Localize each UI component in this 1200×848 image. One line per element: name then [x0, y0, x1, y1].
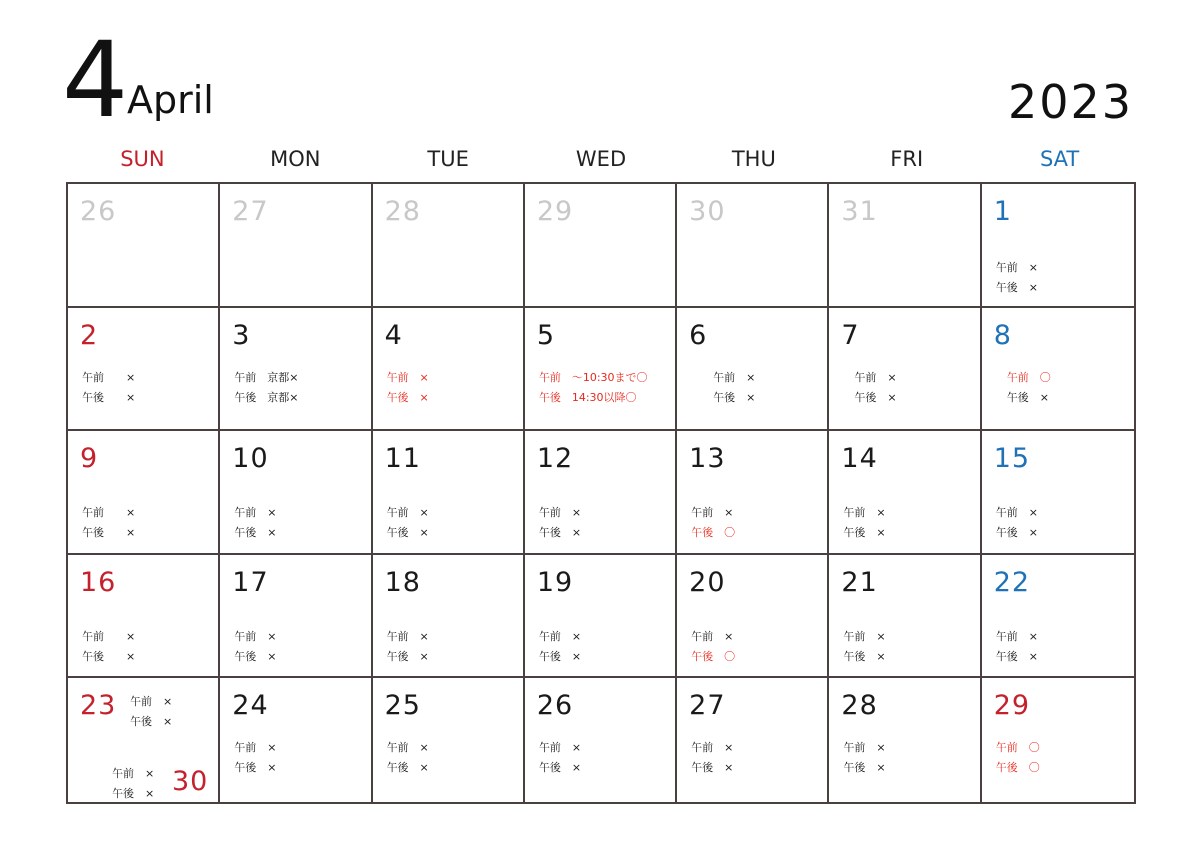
schedule-note: [691, 738, 733, 778]
day-number: 9: [80, 443, 99, 475]
day-number: 13: [689, 443, 726, 475]
morning-status: 午前 ×: [234, 741, 277, 755]
afternoon-status: 午後 〇: [995, 761, 1040, 775]
day-number: 4: [384, 319, 403, 351]
day-number: 23: [80, 690, 117, 722]
morning-status: 午前 ×: [82, 506, 136, 520]
morning-status: 午前 ×: [386, 741, 429, 755]
morning-status: 午前 ×: [386, 629, 429, 643]
schedule-note: [387, 503, 429, 543]
morning-status: 午前 ×: [386, 370, 429, 384]
afternoon-status: 午後 ×: [843, 761, 886, 775]
morning-status: 午前 ～10:30まで〇: [538, 370, 648, 384]
day-number: 26: [80, 196, 117, 227]
afternoon-status: 午後 ×: [995, 390, 1049, 404]
schedule-note: [843, 738, 885, 778]
day-number: 11: [384, 443, 421, 475]
day-cell-26[interactable]: [525, 678, 677, 802]
morning-status: 午前 ×: [995, 261, 1038, 274]
schedule-note: [234, 627, 276, 667]
morning-status: 午前 ×: [538, 629, 582, 643]
calendar-grid: [66, 182, 1136, 804]
afternoon-status: 午後 ×: [995, 649, 1038, 663]
schedule-note: [691, 503, 735, 543]
afternoon-status: 午後 〇: [691, 649, 736, 663]
afternoon-status: 午後 ×: [538, 526, 582, 540]
schedule-note: [82, 368, 135, 408]
afternoon-status: 午後 ×: [691, 761, 734, 775]
afternoon-status: 午後 ×: [234, 526, 277, 540]
afternoon-status: 午後 ×: [843, 390, 897, 404]
afternoon-status: 午後 ×: [538, 761, 582, 775]
day-cell-1[interactable]: [982, 184, 1134, 308]
afternoon-status: 午後 ×: [691, 390, 756, 404]
afternoon-status: 午後 ×: [995, 281, 1038, 294]
afternoon-status: 午後 京都×: [234, 390, 299, 404]
afternoon-status: 午後 ×: [386, 526, 429, 540]
day-number-30: 30: [172, 766, 209, 798]
day-cell-9[interactable]: [68, 431, 220, 555]
day-cell-27[interactable]: [677, 678, 829, 802]
morning-status: 午前 ×: [538, 741, 582, 755]
morning-status: 午前 〇: [995, 370, 1051, 384]
schedule-note: [112, 764, 154, 802]
day-number: 17: [232, 566, 269, 598]
day-number: 28: [841, 690, 878, 722]
day-cell-6[interactable]: [677, 308, 829, 432]
morning-status: 午前 ×: [691, 629, 734, 643]
morning-status: 午前 ×: [112, 767, 155, 781]
day-cell-28[interactable]: [829, 678, 981, 802]
day-number: 25: [384, 690, 421, 722]
morning-status: 午前 ×: [995, 506, 1038, 520]
schedule-note: [539, 503, 581, 543]
day-cell-20[interactable]: [677, 555, 829, 679]
day-cell-19[interactable]: [525, 555, 677, 679]
morning-status: 午前 ×: [82, 370, 136, 384]
schedule-note: [996, 258, 1038, 298]
morning-status: 午前 京都×: [234, 370, 299, 384]
day-cell-3[interactable]: [220, 308, 372, 432]
afternoon-status: 午後 ×: [538, 649, 582, 663]
day-cell-prev-28[interactable]: [373, 184, 525, 308]
weekday-wed: WED: [575, 147, 627, 171]
day-number: 18: [384, 566, 421, 598]
schedule-note: [387, 368, 429, 408]
schedule-note: [996, 503, 1038, 543]
day-number: 3: [232, 319, 251, 351]
weekday-mon: MON: [270, 147, 321, 171]
afternoon-status: 午後 ×: [386, 761, 429, 775]
day-cell-12[interactable]: [525, 431, 677, 555]
month-number: 4: [62, 19, 129, 141]
day-number: 15: [993, 443, 1031, 475]
day-cell-prev-27[interactable]: [220, 184, 372, 308]
afternoon-status: 午後 〇: [691, 526, 736, 540]
weekday-sun: SUN: [120, 147, 165, 171]
day-cell-23[interactable]: [68, 678, 220, 802]
afternoon-status: 午後 ×: [82, 649, 136, 663]
afternoon-status: 午後 ×: [112, 787, 155, 801]
day-number: 5: [536, 319, 556, 351]
day-cell-22[interactable]: [982, 555, 1134, 679]
schedule-note: [843, 627, 885, 667]
day-cell-prev-31[interactable]: [829, 184, 981, 308]
day-number: 29: [993, 690, 1031, 722]
schedule-note: [234, 503, 276, 543]
day-cell-29[interactable]: [982, 678, 1134, 802]
day-number: 24: [232, 690, 269, 722]
day-number: 16: [80, 566, 117, 598]
morning-status: 午前 〇: [995, 741, 1040, 755]
morning-status: 午前 ×: [386, 506, 429, 520]
day-number: 29: [536, 196, 574, 227]
day-number: 8: [993, 319, 1012, 351]
day-number: 1: [993, 196, 1012, 227]
afternoon-status: 午後 14:30以降〇: [538, 390, 637, 404]
day-cell-14[interactable]: [829, 431, 981, 555]
day-number: 7: [841, 319, 860, 351]
day-cell-5[interactable]: [525, 308, 677, 432]
day-number: 2: [80, 319, 99, 351]
day-number: 26: [536, 690, 574, 722]
morning-status: 午前 ×: [691, 741, 734, 755]
afternoon-status: 午後 ×: [130, 715, 173, 729]
morning-status: 午前 ×: [843, 629, 886, 643]
day-cell-4[interactable]: [373, 308, 525, 432]
morning-status: 午前 ×: [130, 695, 173, 709]
day-cell-16[interactable]: [68, 555, 220, 679]
morning-status: 午前 ×: [82, 629, 136, 643]
year: 2023: [1008, 75, 1134, 129]
afternoon-status: 午後 ×: [82, 390, 136, 404]
day-number: 20: [689, 566, 726, 598]
schedule-note: [691, 627, 735, 667]
day-cell-2[interactable]: [68, 308, 220, 432]
morning-status: 午前 ×: [234, 629, 277, 643]
day-cell-25[interactable]: [373, 678, 525, 802]
schedule-note: [843, 503, 885, 543]
schedule-note: [996, 368, 1051, 408]
schedule-note: [539, 738, 581, 778]
day-number: 27: [689, 690, 726, 722]
day-cell-17[interactable]: [220, 555, 372, 679]
schedule-note: [539, 368, 648, 408]
day-cell-8[interactable]: [982, 308, 1134, 432]
morning-status: 午前 ×: [691, 506, 734, 520]
schedule-note: [539, 627, 581, 667]
afternoon-status: 午後 ×: [386, 649, 429, 663]
month-name: April: [127, 78, 214, 122]
schedule-note: [691, 368, 755, 408]
morning-status: 午前 ×: [691, 370, 756, 384]
day-number: 30: [689, 196, 726, 227]
weekday-tue: TUE: [427, 147, 469, 171]
day-cell-24[interactable]: [220, 678, 372, 802]
schedule-note: [996, 738, 1040, 778]
day-cell-prev-26[interactable]: [68, 184, 220, 308]
day-number: 19: [536, 566, 574, 598]
afternoon-status: 午後 ×: [843, 526, 886, 540]
day-number: 21: [841, 566, 878, 598]
schedule-note: [234, 368, 298, 408]
day-cell-15[interactable]: [982, 431, 1134, 555]
schedule-note: [130, 692, 172, 732]
schedule-note: [82, 627, 135, 667]
schedule-note: [843, 368, 896, 408]
day-cell-11[interactable]: [373, 431, 525, 555]
morning-status: 午前 ×: [995, 629, 1038, 643]
day-number: 14: [841, 443, 878, 475]
weekday-fri: FRI: [890, 147, 924, 171]
schedule-note: [996, 627, 1038, 667]
afternoon-status: 午後 ×: [386, 390, 429, 404]
schedule-note: [234, 738, 276, 778]
day-cell-7[interactable]: [829, 308, 981, 432]
schedule-note: [387, 627, 429, 667]
day-number: 27: [232, 196, 269, 227]
afternoon-status: 午後 ×: [234, 761, 277, 775]
day-number: 12: [536, 443, 574, 475]
morning-status: 午前 ×: [234, 506, 277, 520]
day-number: 10: [232, 443, 269, 475]
day-cell-prev-29[interactable]: [525, 184, 677, 308]
day-number: 22: [993, 566, 1031, 598]
morning-status: 午前 ×: [538, 506, 582, 520]
day-cell-13[interactable]: [677, 431, 829, 555]
afternoon-status: 午後 ×: [82, 526, 136, 540]
afternoon-status: 午後 ×: [843, 649, 886, 663]
weekday-thu: THU: [731, 147, 776, 171]
day-cell-21[interactable]: [829, 555, 981, 679]
afternoon-status: 午後 ×: [234, 649, 277, 663]
day-cell-10[interactable]: [220, 431, 372, 555]
morning-status: 午前 ×: [843, 370, 897, 384]
weekday-sat: SAT: [1039, 147, 1080, 171]
morning-status: 午前 ×: [843, 506, 886, 520]
day-number: 31: [841, 196, 878, 227]
day-cell-prev-30[interactable]: [677, 184, 829, 308]
afternoon-status: 午後 ×: [995, 526, 1038, 540]
schedule-note: [82, 503, 135, 543]
day-cell-18[interactable]: [373, 555, 525, 679]
day-number: 28: [384, 196, 421, 227]
weekday-header-row: [66, 142, 1136, 176]
morning-status: 午前 ×: [843, 741, 886, 755]
schedule-note: [387, 738, 429, 778]
day-number: 6: [689, 319, 708, 351]
